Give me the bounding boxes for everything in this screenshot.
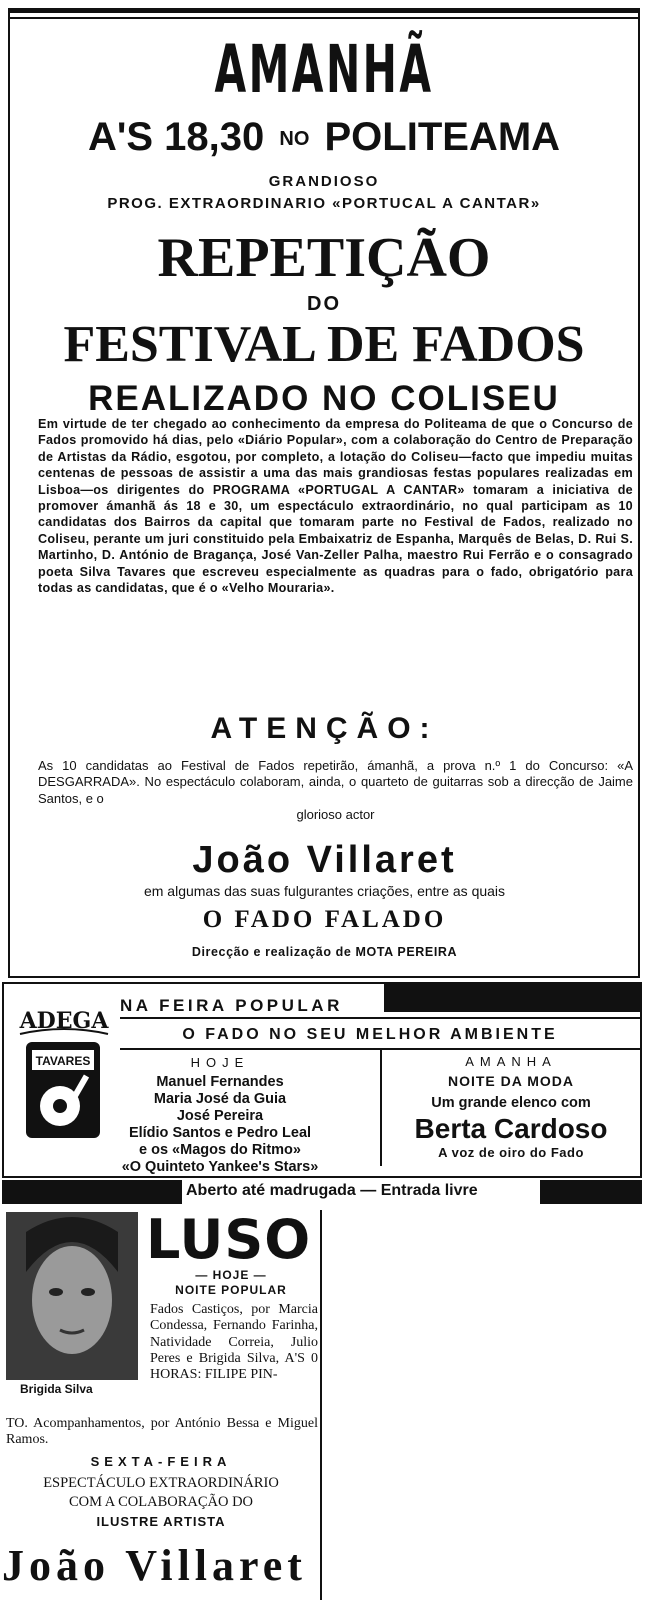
- noite-moda: NOITE DA MODA: [447, 1073, 575, 1089]
- atencao-heading: ATENÇÃO:: [210, 712, 439, 745]
- black-bar-top: [384, 984, 640, 1012]
- black-bar-right: [540, 1180, 642, 1204]
- joao-villaret-luso: João Villaret: [2, 1541, 307, 1590]
- hoje-label: HOJE: [190, 1055, 250, 1070]
- fados-text-continued: TO. Acompanhamentos, por António Bessa e Miguel Ramos.: [6, 1416, 318, 1448]
- ilustre-artista: ILUSTRE ARTISTA: [96, 1514, 226, 1529]
- luso-heading: LUSO: [146, 1208, 312, 1271]
- black-bar-left: [2, 1180, 182, 1204]
- rule-1: [120, 1017, 640, 1019]
- hoje-text: — HOJE —: [195, 1268, 267, 1282]
- luso-hoje: [146, 1268, 316, 1298]
- feira-popular-heading: NA FEIRA POPULAR: [120, 996, 343, 1015]
- hoje-column: [60, 1054, 380, 1176]
- programa-title: PROG. EXTRAORDINARIO «PORTUCAL A CANTAR»: [107, 195, 541, 212]
- no-word: NO: [279, 128, 310, 151]
- venue-name: POLITEAMA: [324, 115, 561, 159]
- hoje-line: Maria José da Guia: [153, 1091, 287, 1107]
- main-body-text: Em virtude de ter chegado ao conhecimento da empresa do Politeama de que o Concurso de Fados promovido há dias, pelo «Diário Popular», com a colaboração do Centro de Preparação de Artistas da Rádio, esgotou, por completo, a lotação do Coliseu—facto que impediu muitas centenas de pessoas de assistir a uma das mais grandiosas festas populares realizadas em Lisboa—os dirigentes do PROGRAMA «PORTUGAL A CANTAR» tomaram a iniciativa de promover ámanhã ás 18 e 30, um espectáculo extraordinário, no qual participam as 10 candidatas dos Bairros da capital que tomaram parte no Festival de Fados, realizado no Coliseu, perante um juri constituido pela Embaixatriz de Espanha, Marquês de Belas, D. Rui S. Martinho, D. António de Bragança, José Van-Zeller Palha, maestro Rui Ferrão e o consagrado poeta Silva Tavares que escreveu especialmente as quadras para o fado, obrigatório para todas as candidatas, que é o «Velho Mouraria».: [38, 417, 633, 596]
- time-text: A'S 18,30: [87, 115, 265, 159]
- fado-falado-heading: O FADO FALADO: [202, 906, 447, 933]
- time-venue-line: [10, 113, 638, 163]
- criacoes-line: em algumas das suas fulgurantes criações, entre as quais: [143, 883, 506, 899]
- berta-cardoso: Berta Cardoso: [414, 1113, 608, 1144]
- espec-line-1: ESPECTÁCULO EXTRAORDINÁRIO: [43, 1475, 279, 1491]
- brigida-silva-photo: [6, 1212, 138, 1380]
- amanha-column: [382, 1054, 640, 1160]
- sexta-feira: SEXTA-FEIRA: [90, 1454, 232, 1469]
- festival-heading: FESTIVAL DE FADOS: [63, 316, 585, 373]
- ambiente-heading: O FADO NO SEU MELHOR AMBIENTE: [182, 1026, 558, 1043]
- hoje-line: e os «Magos do Ritmo»: [139, 1142, 301, 1158]
- hoje-line: «O Quinteto Yankee's Stars»: [121, 1159, 319, 1175]
- voz-line: A voz de oiro do Fado: [438, 1145, 584, 1160]
- logo-adega-text: ADEGA: [19, 1008, 109, 1034]
- top-rule: [10, 17, 638, 19]
- hoje-line: José Pereira: [176, 1108, 264, 1124]
- hoje-line: Manuel Fernandes: [156, 1074, 284, 1090]
- photo-caption: Brigida Silva: [20, 1382, 93, 1396]
- headline-amanha: AMANHÃ: [214, 31, 434, 108]
- logo-band-text: TAVARES: [35, 1054, 91, 1068]
- noite-popular: NOITE POPULAR: [175, 1283, 287, 1297]
- grandioso: GRANDIOSO: [268, 173, 380, 190]
- direccao-line: Direcção e realização de MOTA PEREIRA: [191, 945, 458, 959]
- elenco-line: Um grande elenco com: [431, 1095, 591, 1111]
- repeticao-heading: REPETIÇÃO: [157, 227, 491, 289]
- fados-text: Fados Castiços, por Marcia Condessa, Fernando Farinha, Natividade Correia, Julio Peres e Brigida Silva, A'S 0 HORAS: FILIPE PIN-: [150, 1302, 318, 1383]
- realizado-heading: REALIZADO NO COLISEU: [88, 379, 560, 418]
- espectaculo-lines: [0, 1474, 322, 1512]
- aberto-line: Aberto até madrugada — Entrada livre: [186, 1182, 478, 1199]
- espec-line-2: COM A COLABORAÇÃO DO: [68, 1494, 254, 1510]
- second-body-last: glorioso actor: [296, 807, 375, 823]
- hoje-line: Elídio Santos e Pedro Leal: [128, 1125, 312, 1141]
- amanha-label: AMANHA: [465, 1054, 557, 1069]
- second-body-text: [38, 758, 633, 824]
- joao-villaret-heading: João Villaret: [192, 839, 457, 881]
- do-word: DO: [307, 293, 341, 315]
- second-body-main: As 10 candidatas ao Festival de Fados repetirão, ámanhã, a prova n.º 1 do Concurso: «A DESGARRADA». No espectáculo colaboram, ainda, o quarteto de guitarras sob a direcção de Jaime Santos, e o: [38, 758, 633, 806]
